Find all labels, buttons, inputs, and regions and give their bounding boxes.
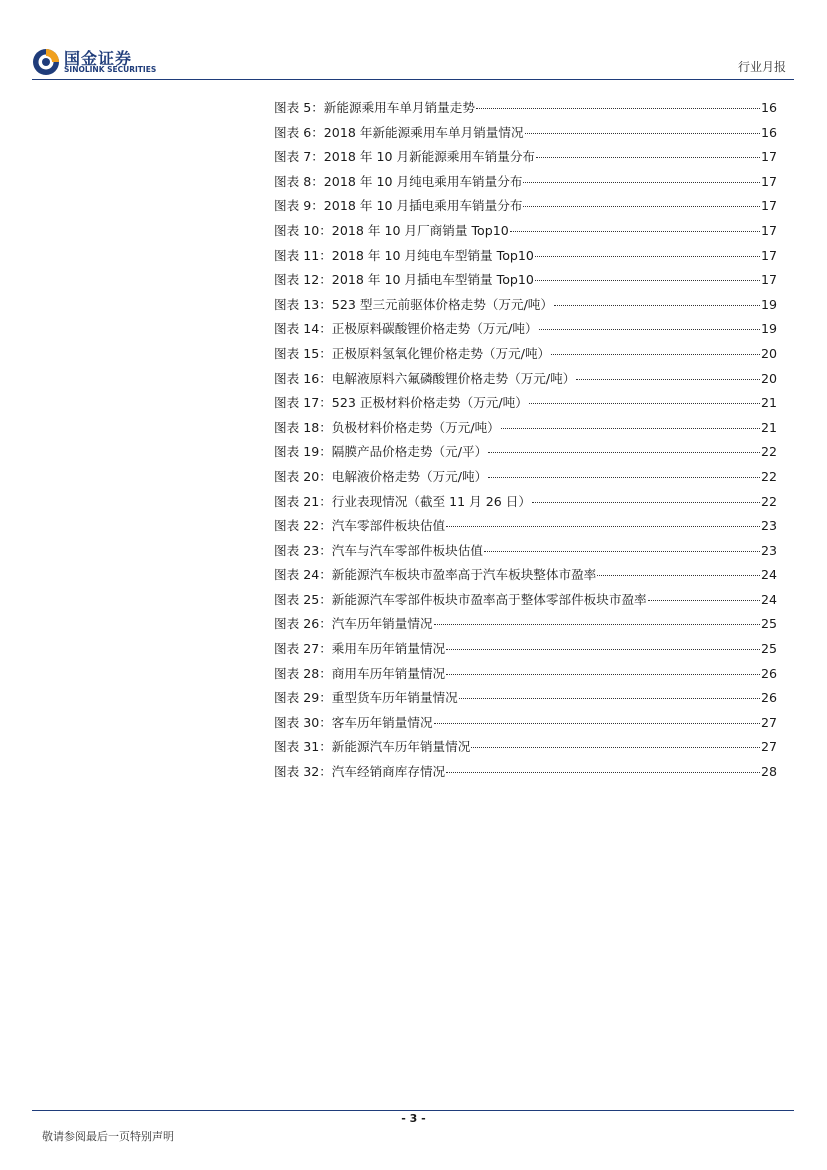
toc-entry-title: 图表 30：客车历年销量情况 bbox=[274, 714, 433, 730]
toc-entry[interactable] bbox=[274, 392, 777, 417]
toc-entry[interactable] bbox=[274, 663, 777, 688]
sinolink-logo-icon bbox=[32, 48, 60, 76]
toc-entry[interactable] bbox=[274, 638, 777, 663]
logo-chinese-name: 国金证券 bbox=[64, 49, 133, 68]
toc-entry[interactable] bbox=[274, 466, 777, 491]
toc-dot-leader bbox=[434, 624, 760, 625]
toc-dot-leader bbox=[551, 354, 760, 355]
toc-entry-title: 图表 31：新能源汽车历年销量情况 bbox=[274, 739, 471, 755]
toc-dot-leader bbox=[648, 600, 760, 601]
toc-entry[interactable] bbox=[274, 736, 777, 761]
toc-entry-page: 17 bbox=[760, 198, 777, 214]
toc-entry-title: 图表 21：行业表现情况（截至 11 月 26 日） bbox=[274, 493, 531, 509]
toc-entry[interactable] bbox=[274, 171, 777, 196]
toc-dot-leader bbox=[529, 403, 760, 404]
toc-entry-title: 图表 29：重型货车历年销量情况 bbox=[274, 690, 458, 706]
toc-entry-title: 图表 17：523 正极材料价格走势（万元/吨） bbox=[274, 395, 528, 411]
toc-entry[interactable] bbox=[274, 564, 777, 589]
toc-entry-page: 23 bbox=[760, 542, 777, 558]
header-divider bbox=[32, 79, 794, 80]
toc-dot-leader bbox=[484, 551, 760, 552]
toc-entry[interactable] bbox=[274, 441, 777, 466]
toc-entry-page: 19 bbox=[760, 321, 777, 337]
toc-entry-title: 图表 32：汽车经销商库存情况 bbox=[274, 764, 446, 780]
toc-entry-title: 图表 19：隔膜产品价格走势（元/平） bbox=[274, 444, 488, 460]
figure-index-list bbox=[274, 97, 777, 786]
toc-entry[interactable] bbox=[274, 245, 777, 270]
toc-dot-leader bbox=[539, 329, 760, 330]
toc-dot-leader bbox=[523, 182, 760, 183]
toc-entry-title: 图表 11：2018 年 10 月纯电车型销量 Top10 bbox=[274, 247, 534, 263]
toc-entry-page: 25 bbox=[760, 641, 777, 657]
toc-entry-title: 图表 13：523 型三元前驱体价格走势（万元/吨） bbox=[274, 296, 553, 312]
toc-entry-page: 24 bbox=[760, 567, 777, 583]
toc-entry-title: 图表 10：2018 年 10 月厂商销量 Top10 bbox=[274, 222, 509, 238]
logo-english-name: SINOLINK SECURITIES bbox=[64, 65, 157, 74]
toc-entry-page: 25 bbox=[760, 616, 777, 632]
toc-entry-page: 22 bbox=[760, 468, 777, 484]
toc-entry[interactable] bbox=[274, 540, 777, 565]
toc-entry-title: 图表 8：2018 年 10 月纯电乘用车销量分布 bbox=[274, 173, 523, 189]
toc-dot-leader bbox=[510, 231, 760, 232]
toc-dot-leader bbox=[446, 526, 760, 527]
toc-dot-leader bbox=[488, 477, 760, 478]
footer-divider bbox=[32, 1110, 794, 1111]
toc-entry[interactable] bbox=[274, 491, 777, 516]
toc-dot-leader bbox=[501, 428, 760, 429]
toc-dot-leader bbox=[554, 305, 760, 306]
toc-entry[interactable] bbox=[274, 343, 777, 368]
disclaimer-note: 敬请参阅最后一页特别声明 bbox=[42, 1130, 174, 1143]
toc-entry[interactable] bbox=[274, 146, 777, 171]
toc-entry-page: 26 bbox=[760, 690, 777, 706]
toc-entry-title: 图表 25：新能源汽车零部件板块市盈率高于整体零部件板块市盈率 bbox=[274, 591, 647, 607]
toc-entry-title: 图表 12：2018 年 10 月插电车型销量 Top10 bbox=[274, 272, 534, 288]
toc-dot-leader bbox=[523, 206, 760, 207]
toc-entry-title: 图表 9：2018 年 10 月插电乘用车销量分布 bbox=[274, 198, 523, 214]
toc-entry-title: 图表 24：新能源汽车板块市盈率高于汽车板块整体市盈率 bbox=[274, 567, 597, 583]
toc-entry[interactable] bbox=[274, 712, 777, 737]
toc-entry[interactable] bbox=[274, 195, 777, 220]
page-header bbox=[0, 0, 827, 90]
toc-entry[interactable] bbox=[274, 417, 777, 442]
toc-entry-page: 21 bbox=[760, 419, 777, 435]
toc-entry[interactable] bbox=[274, 294, 777, 319]
toc-entry[interactable] bbox=[274, 687, 777, 712]
toc-entry-title: 图表 22：汽车零部件板块估值 bbox=[274, 518, 446, 534]
toc-entry-title: 图表 28：商用车历年销量情况 bbox=[274, 665, 446, 681]
toc-dot-leader bbox=[446, 772, 760, 773]
toc-dot-leader bbox=[535, 280, 760, 281]
toc-entry-page: 17 bbox=[760, 272, 777, 288]
toc-entry[interactable] bbox=[274, 589, 777, 614]
toc-entry-page: 17 bbox=[760, 247, 777, 263]
toc-dot-leader bbox=[525, 133, 760, 134]
toc-dot-leader bbox=[532, 502, 760, 503]
toc-entry-title: 图表 26：汽车历年销量情况 bbox=[274, 616, 433, 632]
toc-entry-page: 22 bbox=[760, 493, 777, 509]
toc-entry[interactable] bbox=[274, 122, 777, 147]
toc-entry-page: 21 bbox=[760, 395, 777, 411]
toc-dot-leader bbox=[471, 747, 760, 748]
toc-entry[interactable] bbox=[274, 318, 777, 343]
toc-dot-leader bbox=[488, 452, 760, 453]
toc-entry-title: 图表 14：正极原料碳酸锂价格走势（万元/吨） bbox=[274, 321, 538, 337]
toc-entry-page: 27 bbox=[760, 739, 777, 755]
toc-entry-title: 图表 20：电解液价格走势（万元/吨） bbox=[274, 468, 488, 484]
toc-entry-page: 16 bbox=[760, 124, 777, 140]
toc-entry-page: 27 bbox=[760, 714, 777, 730]
toc-entry[interactable] bbox=[274, 220, 777, 245]
toc-dot-leader bbox=[476, 108, 760, 109]
toc-entry[interactable] bbox=[274, 515, 777, 540]
toc-dot-leader bbox=[576, 379, 760, 380]
page-number: - 3 - bbox=[401, 1112, 426, 1125]
toc-entry-page: 26 bbox=[760, 665, 777, 681]
toc-dot-leader bbox=[536, 157, 760, 158]
toc-dot-leader bbox=[446, 649, 760, 650]
toc-entry-page: 20 bbox=[760, 345, 777, 361]
toc-entry-title: 图表 23：汽车与汽车零部件板块估值 bbox=[274, 542, 483, 558]
document-type: 行业月报 bbox=[737, 60, 786, 74]
toc-entry-title: 图表 6：2018 年新能源乘用车单月销量情况 bbox=[274, 124, 524, 140]
toc-dot-leader bbox=[434, 723, 760, 724]
toc-entry-title: 图表 7：2018 年 10 月新能源乘用车销量分布 bbox=[274, 149, 536, 165]
toc-entry-page: 17 bbox=[760, 149, 777, 165]
toc-entry[interactable] bbox=[274, 368, 777, 393]
toc-entry-title: 图表 15：正极原料氢氧化锂价格走势（万元/吨） bbox=[274, 345, 551, 361]
toc-entry-page: 20 bbox=[760, 370, 777, 386]
toc-entry-title: 图表 18：负极材料价格走势（万元/吨） bbox=[274, 419, 500, 435]
toc-entry-page: 17 bbox=[760, 222, 777, 238]
toc-entry-title: 图表 16：电解液原料六氟磷酸锂价格走势（万元/吨） bbox=[274, 370, 576, 386]
toc-entry-page: 19 bbox=[760, 296, 777, 312]
toc-entry-page: 24 bbox=[760, 591, 777, 607]
toc-entry[interactable] bbox=[274, 613, 777, 638]
toc-entry-page: 16 bbox=[760, 100, 777, 115]
toc-entry-page: 22 bbox=[760, 444, 777, 460]
toc-dot-leader bbox=[459, 698, 760, 699]
toc-entry-title: 图表 27：乘用车历年销量情况 bbox=[274, 641, 446, 657]
toc-entry[interactable] bbox=[274, 761, 777, 786]
toc-entry-page: 23 bbox=[760, 518, 777, 534]
toc-dot-leader bbox=[446, 674, 760, 675]
toc-entry-page: 28 bbox=[760, 764, 777, 780]
toc-entry-page: 17 bbox=[760, 173, 777, 189]
company-logo bbox=[32, 46, 162, 78]
toc-dot-leader bbox=[535, 256, 760, 257]
toc-entry[interactable] bbox=[274, 97, 777, 122]
toc-entry[interactable] bbox=[274, 269, 777, 294]
toc-entry-title: 图表 5：新能源乘用车单月销量走势 bbox=[274, 100, 475, 115]
toc-dot-leader bbox=[597, 575, 760, 576]
